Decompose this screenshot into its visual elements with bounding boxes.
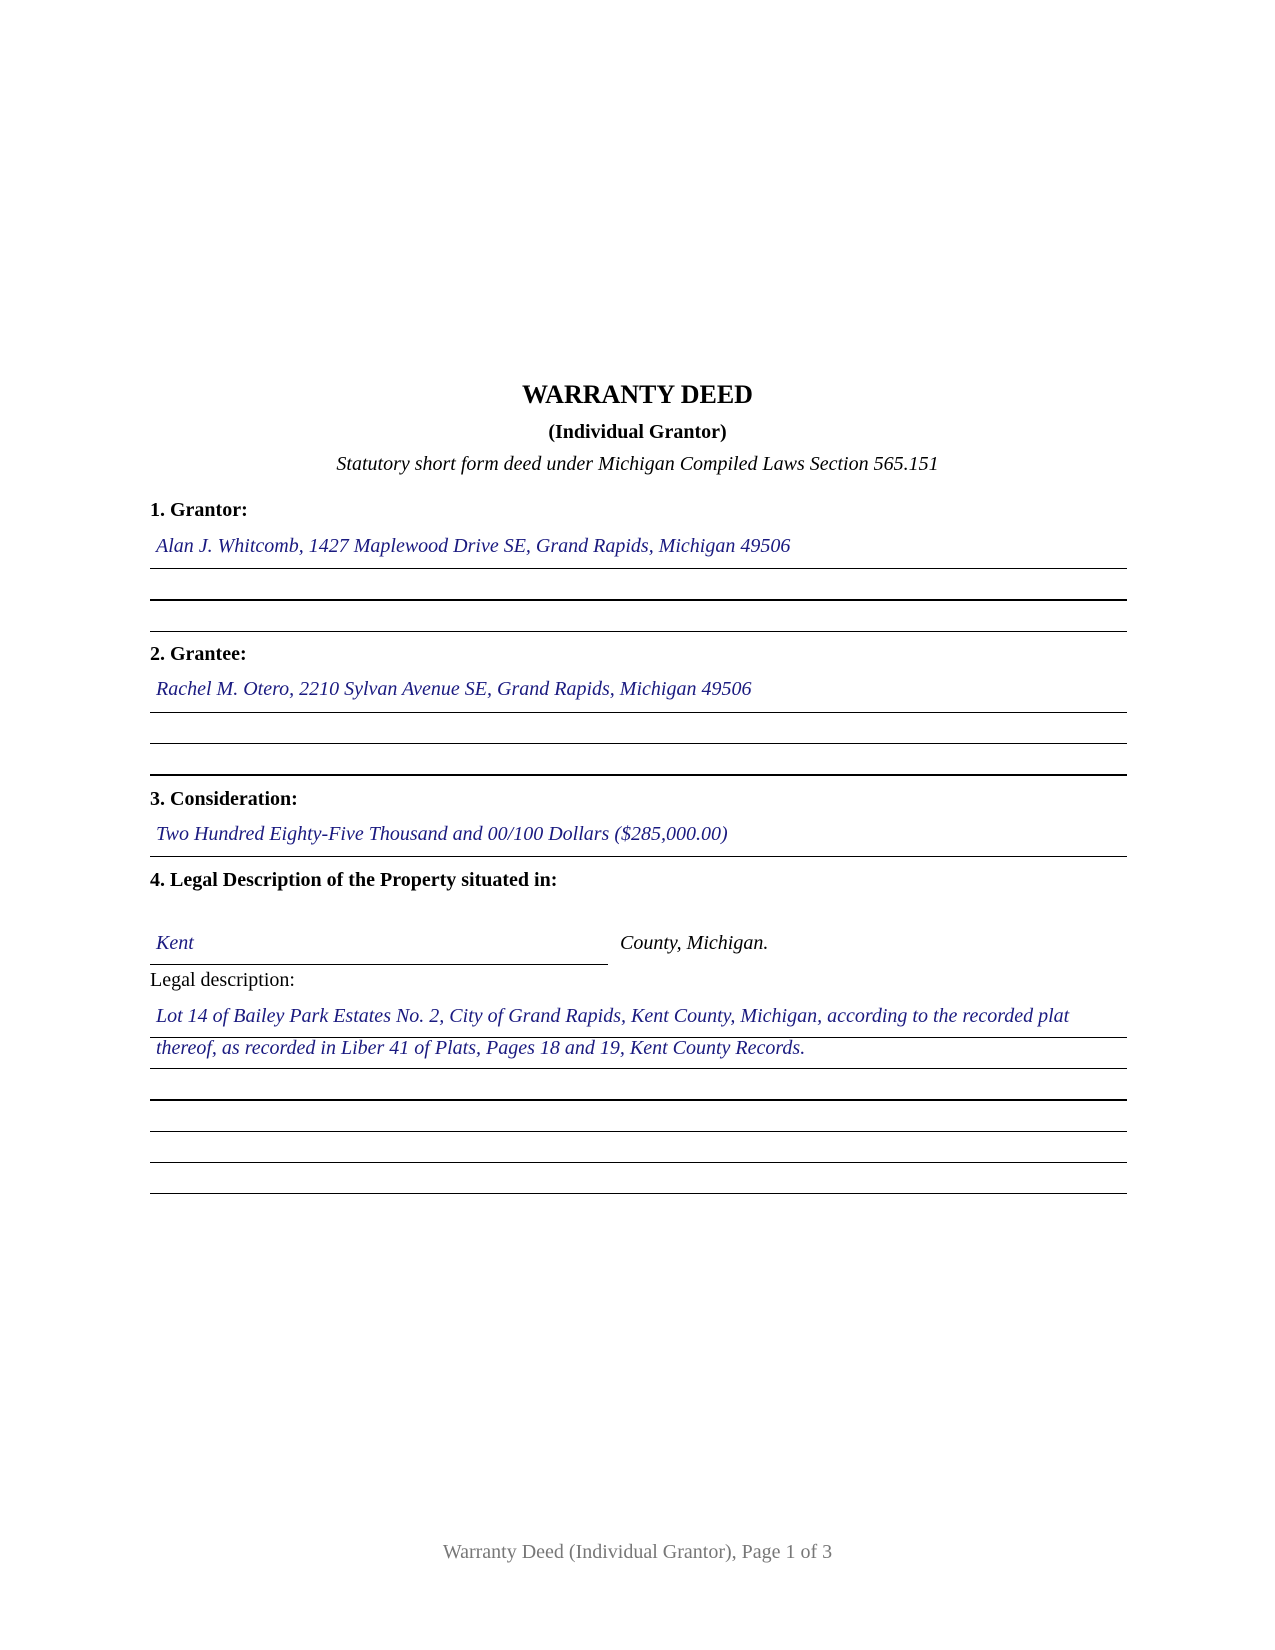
- legal-rule-6: [150, 1193, 1127, 1194]
- grantor-line-2: [150, 599, 1127, 601]
- legal-rule-3: [150, 1099, 1127, 1101]
- legal-rule-5: [150, 1162, 1127, 1163]
- consideration-line: [150, 856, 1127, 857]
- grantor-heading: 1. Grantor:: [150, 499, 248, 521]
- document-subtitle: (Individual Grantor): [548, 421, 727, 443]
- consideration-field[interactable]: Two Hundred Eighty-Five Thousand and 00/100 Dollars ($285,000.00): [156, 823, 728, 845]
- grantee-field[interactable]: Rachel M. Otero, 2210 Sylvan Avenue SE, Grand Rapids, Michigan 49506: [156, 678, 752, 700]
- grantor-field[interactable]: Alan J. Whitcomb, 1427 Maplewood Drive SE, Grand Rapids, Michigan 49506: [156, 535, 791, 557]
- legal-description-line-1[interactable]: Lot 14 of Bailey Park Estates No. 2, City of Grand Rapids, Kent County, Michigan, according to the recorded plat: [156, 1005, 1070, 1027]
- grantee-line-1: [150, 712, 1127, 713]
- statute-note: Statutory short form deed under Michigan Compiled Laws Section 565.151: [336, 453, 939, 475]
- document-title: WARRANTY DEED: [522, 380, 753, 409]
- page-footer: Warranty Deed (Individual Grantor), Page 1 of 3: [442, 1541, 833, 1563]
- legal-description-label: Legal description:: [150, 969, 295, 991]
- consideration-heading: 3. Consideration:: [150, 788, 298, 810]
- legal-rule-4: [150, 1131, 1127, 1132]
- grantee-line-2: [150, 743, 1127, 744]
- grantor-line-1: [150, 568, 1127, 569]
- grantee-heading: 2. Grantee:: [150, 643, 247, 665]
- county-field[interactable]: Kent: [156, 932, 194, 954]
- grantee-line-3: [150, 774, 1127, 776]
- county-suffix: County, Michigan.: [620, 932, 769, 954]
- county-line: [150, 964, 608, 965]
- legal-description-heading: 4. Legal Description of the Property situated in:: [150, 869, 558, 891]
- legal-description-line-2[interactable]: thereof, as recorded in Liber 41 of Plats, Pages 18 and 19, Kent County Records.: [156, 1037, 806, 1059]
- grantor-line-3: [150, 631, 1127, 632]
- legal-rule-2: [150, 1068, 1127, 1069]
